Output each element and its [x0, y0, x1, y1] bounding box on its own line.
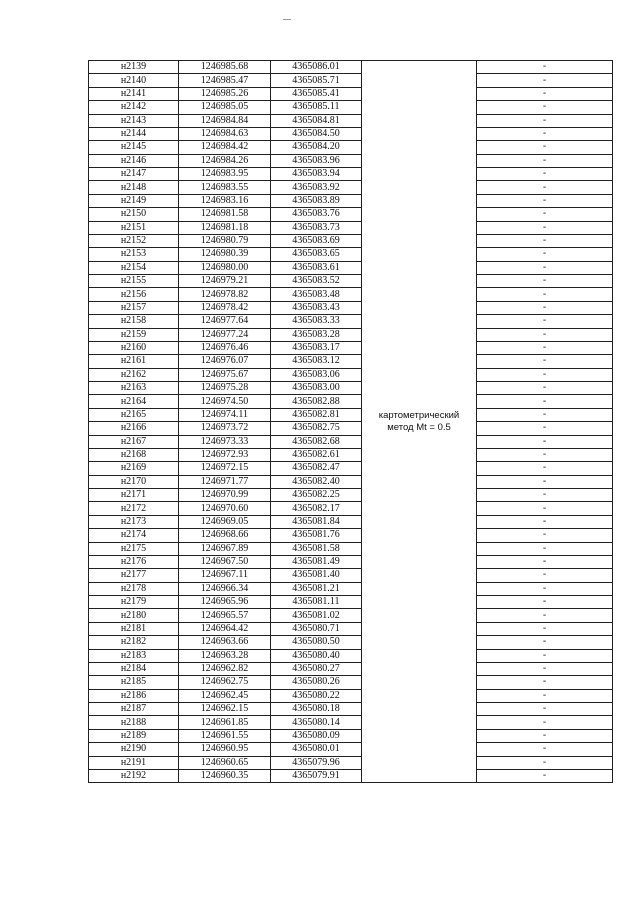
x-coordinate-cell: 1246984.42	[179, 141, 271, 154]
y-coordinate-cell: 4365085.41	[271, 87, 362, 100]
point-name-cell: н2147	[89, 168, 179, 181]
point-name-cell: н2178	[89, 582, 179, 595]
description-cell: -	[477, 87, 613, 100]
table-row	[89, 154, 613, 167]
point-name-cell: н2170	[89, 475, 179, 488]
description-cell: -	[477, 328, 613, 341]
y-coordinate-cell: 4365080.14	[271, 716, 362, 729]
x-coordinate-cell: 1246963.28	[179, 649, 271, 662]
table-row	[89, 141, 613, 154]
point-name-cell: н2142	[89, 101, 179, 114]
table-row	[89, 662, 613, 675]
table-row	[89, 622, 613, 635]
table-row	[89, 756, 613, 769]
description-cell: -	[477, 475, 613, 488]
x-coordinate-cell: 1246962.45	[179, 689, 271, 702]
description-cell: -	[477, 649, 613, 662]
description-cell: -	[477, 448, 613, 461]
x-coordinate-cell: 1246976.07	[179, 355, 271, 368]
table-row	[89, 462, 613, 475]
y-coordinate-cell: 4365083.76	[271, 208, 362, 221]
y-coordinate-cell: 4365083.96	[271, 154, 362, 167]
description-cell: -	[477, 689, 613, 702]
x-coordinate-cell: 1246971.77	[179, 475, 271, 488]
description-cell: -	[477, 368, 613, 381]
description-cell: -	[477, 582, 613, 595]
y-coordinate-cell: 4365083.92	[271, 181, 362, 194]
y-coordinate-cell: 4365083.48	[271, 288, 362, 301]
description-cell: -	[477, 61, 613, 74]
x-coordinate-cell: 1246973.72	[179, 422, 271, 435]
description-cell: -	[477, 662, 613, 675]
description-cell: -	[477, 234, 613, 247]
y-coordinate-cell: 4365083.17	[271, 341, 362, 354]
x-coordinate-cell: 1246984.26	[179, 154, 271, 167]
point-name-cell: н2156	[89, 288, 179, 301]
y-coordinate-cell: 4365081.02	[271, 609, 362, 622]
point-name-cell: н2179	[89, 596, 179, 609]
x-coordinate-cell: 1246985.68	[179, 61, 271, 74]
table-row	[89, 489, 613, 502]
y-coordinate-cell: 4365080.27	[271, 662, 362, 675]
table-row	[89, 676, 613, 689]
y-coordinate-cell: 4365083.12	[271, 355, 362, 368]
y-coordinate-cell: 4365085.11	[271, 101, 362, 114]
description-cell: -	[477, 542, 613, 555]
y-coordinate-cell: 4365080.01	[271, 743, 362, 756]
point-name-cell: н2182	[89, 636, 179, 649]
description-cell: -	[477, 101, 613, 114]
description-cell: -	[477, 248, 613, 261]
table-row	[89, 596, 613, 609]
point-name-cell: н2164	[89, 395, 179, 408]
point-name-cell: н2141	[89, 87, 179, 100]
x-coordinate-cell: 1246984.84	[179, 114, 271, 127]
point-name-cell: н2173	[89, 515, 179, 528]
point-name-cell: н2148	[89, 181, 179, 194]
point-name-cell: н2188	[89, 716, 179, 729]
point-name-cell: н2186	[89, 689, 179, 702]
y-coordinate-cell: 4365080.09	[271, 729, 362, 742]
page-scan-mark	[283, 19, 291, 20]
x-coordinate-cell: 1246985.47	[179, 74, 271, 87]
table-row	[89, 328, 613, 341]
point-name-cell: н2167	[89, 435, 179, 448]
description-cell: -	[477, 609, 613, 622]
description-cell: -	[477, 515, 613, 528]
point-name-cell: н2146	[89, 154, 179, 167]
y-coordinate-cell: 4365080.50	[271, 636, 362, 649]
x-coordinate-cell: 1246981.18	[179, 221, 271, 234]
description-cell: -	[477, 596, 613, 609]
description-cell: -	[477, 756, 613, 769]
description-cell: -	[477, 355, 613, 368]
y-coordinate-cell: 4365083.06	[271, 368, 362, 381]
table-row	[89, 288, 613, 301]
coordinates-table-body	[89, 61, 613, 783]
point-name-cell: н2157	[89, 301, 179, 314]
point-name-cell: н2165	[89, 408, 179, 421]
table-row	[89, 61, 613, 74]
y-coordinate-cell: 4365085.71	[271, 74, 362, 87]
x-coordinate-cell: 1246960.95	[179, 743, 271, 756]
table-row	[89, 355, 613, 368]
y-coordinate-cell: 4365082.81	[271, 408, 362, 421]
description-cell: -	[477, 382, 613, 395]
x-coordinate-cell: 1246962.82	[179, 662, 271, 675]
description-cell: -	[477, 636, 613, 649]
description-cell: -	[477, 569, 613, 582]
y-coordinate-cell: 4365082.47	[271, 462, 362, 475]
table-row	[89, 502, 613, 515]
x-coordinate-cell: 1246960.35	[179, 769, 271, 782]
table-row	[89, 368, 613, 381]
description-cell: -	[477, 489, 613, 502]
y-coordinate-cell: 4365081.58	[271, 542, 362, 555]
x-coordinate-cell: 1246975.28	[179, 382, 271, 395]
point-name-cell: н2189	[89, 729, 179, 742]
x-coordinate-cell: 1246977.24	[179, 328, 271, 341]
table-row	[89, 515, 613, 528]
description-cell: -	[477, 181, 613, 194]
x-coordinate-cell: 1246966.34	[179, 582, 271, 595]
x-coordinate-cell: 1246962.75	[179, 676, 271, 689]
point-name-cell: н2155	[89, 275, 179, 288]
y-coordinate-cell: 4365082.68	[271, 435, 362, 448]
point-name-cell: н2154	[89, 261, 179, 274]
point-name-cell: н2176	[89, 555, 179, 568]
table-row	[89, 248, 613, 261]
y-coordinate-cell: 4365082.25	[271, 489, 362, 502]
description-cell: -	[477, 502, 613, 515]
point-name-cell: н2171	[89, 489, 179, 502]
y-coordinate-cell: 4365083.52	[271, 275, 362, 288]
description-cell: -	[477, 555, 613, 568]
point-name-cell: н2180	[89, 609, 179, 622]
x-coordinate-cell: 1246980.79	[179, 234, 271, 247]
description-cell: -	[477, 74, 613, 87]
table-row	[89, 261, 613, 274]
x-coordinate-cell: 1246965.96	[179, 596, 271, 609]
table-row	[89, 275, 613, 288]
x-coordinate-cell: 1246975.67	[179, 368, 271, 381]
x-coordinate-cell: 1246984.63	[179, 127, 271, 140]
x-coordinate-cell: 1246980.39	[179, 248, 271, 261]
x-coordinate-cell: 1246979.21	[179, 275, 271, 288]
description-cell: -	[477, 261, 613, 274]
x-coordinate-cell: 1246985.05	[179, 101, 271, 114]
description-cell: -	[477, 529, 613, 542]
point-name-cell: н2151	[89, 221, 179, 234]
point-name-cell: н2190	[89, 743, 179, 756]
x-coordinate-cell: 1246967.11	[179, 569, 271, 582]
coordinates-table	[88, 60, 613, 783]
point-name-cell: н2145	[89, 141, 179, 154]
table-row	[89, 301, 613, 314]
x-coordinate-cell: 1246983.16	[179, 194, 271, 207]
x-coordinate-cell: 1246973.33	[179, 435, 271, 448]
x-coordinate-cell: 1246972.93	[179, 448, 271, 461]
description-cell: -	[477, 622, 613, 635]
y-coordinate-cell: 4365083.28	[271, 328, 362, 341]
y-coordinate-cell: 4365083.73	[271, 221, 362, 234]
table-row	[89, 208, 613, 221]
description-cell: -	[477, 168, 613, 181]
table-row	[89, 716, 613, 729]
description-cell: -	[477, 141, 613, 154]
table-row	[89, 609, 613, 622]
y-coordinate-cell: 4365082.61	[271, 448, 362, 461]
y-coordinate-cell: 4365080.26	[271, 676, 362, 689]
description-cell: -	[477, 208, 613, 221]
x-coordinate-cell: 1246965.57	[179, 609, 271, 622]
point-name-cell: н2177	[89, 569, 179, 582]
description-cell: -	[477, 114, 613, 127]
y-coordinate-cell: 4365079.91	[271, 769, 362, 782]
method-cell	[362, 61, 477, 783]
x-coordinate-cell: 1246974.50	[179, 395, 271, 408]
y-coordinate-cell: 4365083.00	[271, 382, 362, 395]
x-coordinate-cell: 1246981.58	[179, 208, 271, 221]
table-row	[89, 689, 613, 702]
description-cell: -	[477, 729, 613, 742]
point-name-cell: н2187	[89, 703, 179, 716]
x-coordinate-cell: 1246968.66	[179, 529, 271, 542]
table-row	[89, 382, 613, 395]
y-coordinate-cell: 4365082.75	[271, 422, 362, 435]
table-row	[89, 114, 613, 127]
table-row	[89, 395, 613, 408]
point-name-cell: н2163	[89, 382, 179, 395]
y-coordinate-cell: 4365081.11	[271, 596, 362, 609]
table-row	[89, 448, 613, 461]
y-coordinate-cell: 4365082.17	[271, 502, 362, 515]
description-cell: -	[477, 127, 613, 140]
table-row	[89, 475, 613, 488]
table-row	[89, 555, 613, 568]
x-coordinate-cell: 1246970.99	[179, 489, 271, 502]
description-cell: -	[477, 422, 613, 435]
table-row	[89, 569, 613, 582]
table-row	[89, 636, 613, 649]
y-coordinate-cell: 4365083.65	[271, 248, 362, 261]
table-row	[89, 582, 613, 595]
table-row	[89, 181, 613, 194]
x-coordinate-cell: 1246967.50	[179, 555, 271, 568]
x-coordinate-cell: 1246977.64	[179, 315, 271, 328]
table-row	[89, 529, 613, 542]
x-coordinate-cell: 1246983.55	[179, 181, 271, 194]
y-coordinate-cell: 4365080.40	[271, 649, 362, 662]
table-row	[89, 729, 613, 742]
x-coordinate-cell: 1246972.15	[179, 462, 271, 475]
description-cell: -	[477, 315, 613, 328]
point-name-cell: н2152	[89, 234, 179, 247]
x-coordinate-cell: 1246970.60	[179, 502, 271, 515]
description-cell: -	[477, 703, 613, 716]
y-coordinate-cell: 4365081.21	[271, 582, 362, 595]
y-coordinate-cell: 4365080.22	[271, 689, 362, 702]
table-row	[89, 422, 613, 435]
description-cell: -	[477, 288, 613, 301]
y-coordinate-cell: 4365081.40	[271, 569, 362, 582]
x-coordinate-cell: 1246976.46	[179, 341, 271, 354]
x-coordinate-cell: 1246978.82	[179, 288, 271, 301]
x-coordinate-cell: 1246960.65	[179, 756, 271, 769]
table-row	[89, 127, 613, 140]
point-name-cell: н2174	[89, 529, 179, 542]
table-row	[89, 341, 613, 354]
point-name-cell: н2139	[89, 61, 179, 74]
point-name-cell: н2172	[89, 502, 179, 515]
x-coordinate-cell: 1246985.26	[179, 87, 271, 100]
table-row	[89, 101, 613, 114]
point-name-cell: н2162	[89, 368, 179, 381]
point-name-cell: н2192	[89, 769, 179, 782]
description-cell: -	[477, 769, 613, 782]
y-coordinate-cell: 4365083.33	[271, 315, 362, 328]
point-name-cell: н2184	[89, 662, 179, 675]
y-coordinate-cell: 4365079.96	[271, 756, 362, 769]
y-coordinate-cell: 4365082.88	[271, 395, 362, 408]
description-cell: -	[477, 301, 613, 314]
point-name-cell: н2144	[89, 127, 179, 140]
table-row	[89, 194, 613, 207]
point-name-cell: н2161	[89, 355, 179, 368]
table-row	[89, 649, 613, 662]
description-cell: -	[477, 275, 613, 288]
table-row	[89, 743, 613, 756]
point-name-cell: н2160	[89, 341, 179, 354]
description-cell: -	[477, 408, 613, 421]
y-coordinate-cell: 4365083.69	[271, 234, 362, 247]
y-coordinate-cell: 4365080.18	[271, 703, 362, 716]
description-cell: -	[477, 194, 613, 207]
description-cell: -	[477, 221, 613, 234]
y-coordinate-cell: 4365080.71	[271, 622, 362, 635]
description-cell: -	[477, 462, 613, 475]
point-name-cell: н2150	[89, 208, 179, 221]
table-row	[89, 315, 613, 328]
point-name-cell: н2169	[89, 462, 179, 475]
y-coordinate-cell: 4365084.20	[271, 141, 362, 154]
y-coordinate-cell: 4365083.94	[271, 168, 362, 181]
y-coordinate-cell: 4365081.76	[271, 529, 362, 542]
description-cell: -	[477, 716, 613, 729]
x-coordinate-cell: 1246978.42	[179, 301, 271, 314]
accuracy-label: метод Mt = 0.5	[387, 421, 451, 433]
x-coordinate-cell: 1246980.00	[179, 261, 271, 274]
description-cell: -	[477, 676, 613, 689]
x-coordinate-cell: 1246961.55	[179, 729, 271, 742]
point-name-cell: н2181	[89, 622, 179, 635]
table-row	[89, 234, 613, 247]
point-name-cell: н2158	[89, 315, 179, 328]
point-name-cell: н2143	[89, 114, 179, 127]
description-cell: -	[477, 743, 613, 756]
description-cell: -	[477, 341, 613, 354]
y-coordinate-cell: 4365083.89	[271, 194, 362, 207]
point-name-cell: н2159	[89, 328, 179, 341]
point-name-cell: н2166	[89, 422, 179, 435]
point-name-cell: н2183	[89, 649, 179, 662]
point-name-cell: н2149	[89, 194, 179, 207]
method-label: картометрический	[378, 409, 460, 421]
x-coordinate-cell: 1246961.85	[179, 716, 271, 729]
description-cell: -	[477, 154, 613, 167]
point-name-cell: н2175	[89, 542, 179, 555]
y-coordinate-cell: 4365083.61	[271, 261, 362, 274]
y-coordinate-cell: 4365081.84	[271, 515, 362, 528]
y-coordinate-cell: 4365082.40	[271, 475, 362, 488]
table-row	[89, 74, 613, 87]
x-coordinate-cell: 1246969.05	[179, 515, 271, 528]
x-coordinate-cell: 1246983.95	[179, 168, 271, 181]
table-row	[89, 168, 613, 181]
table-row	[89, 221, 613, 234]
y-coordinate-cell: 4365081.49	[271, 555, 362, 568]
y-coordinate-cell: 4365084.81	[271, 114, 362, 127]
table-row	[89, 435, 613, 448]
x-coordinate-cell: 1246974.11	[179, 408, 271, 421]
x-coordinate-cell: 1246962.15	[179, 703, 271, 716]
x-coordinate-cell: 1246964.42	[179, 622, 271, 635]
description-cell: -	[477, 395, 613, 408]
point-name-cell: н2168	[89, 448, 179, 461]
table-row	[89, 408, 613, 421]
y-coordinate-cell: 4365084.50	[271, 127, 362, 140]
y-coordinate-cell: 4365086.01	[271, 61, 362, 74]
table-row	[89, 703, 613, 716]
table-row	[89, 769, 613, 782]
point-name-cell: н2140	[89, 74, 179, 87]
x-coordinate-cell: 1246963.66	[179, 636, 271, 649]
table-row	[89, 542, 613, 555]
table-row	[89, 87, 613, 100]
x-coordinate-cell: 1246967.89	[179, 542, 271, 555]
y-coordinate-cell: 4365083.43	[271, 301, 362, 314]
point-name-cell: н2153	[89, 248, 179, 261]
point-name-cell: н2191	[89, 756, 179, 769]
point-name-cell: н2185	[89, 676, 179, 689]
description-cell: -	[477, 435, 613, 448]
